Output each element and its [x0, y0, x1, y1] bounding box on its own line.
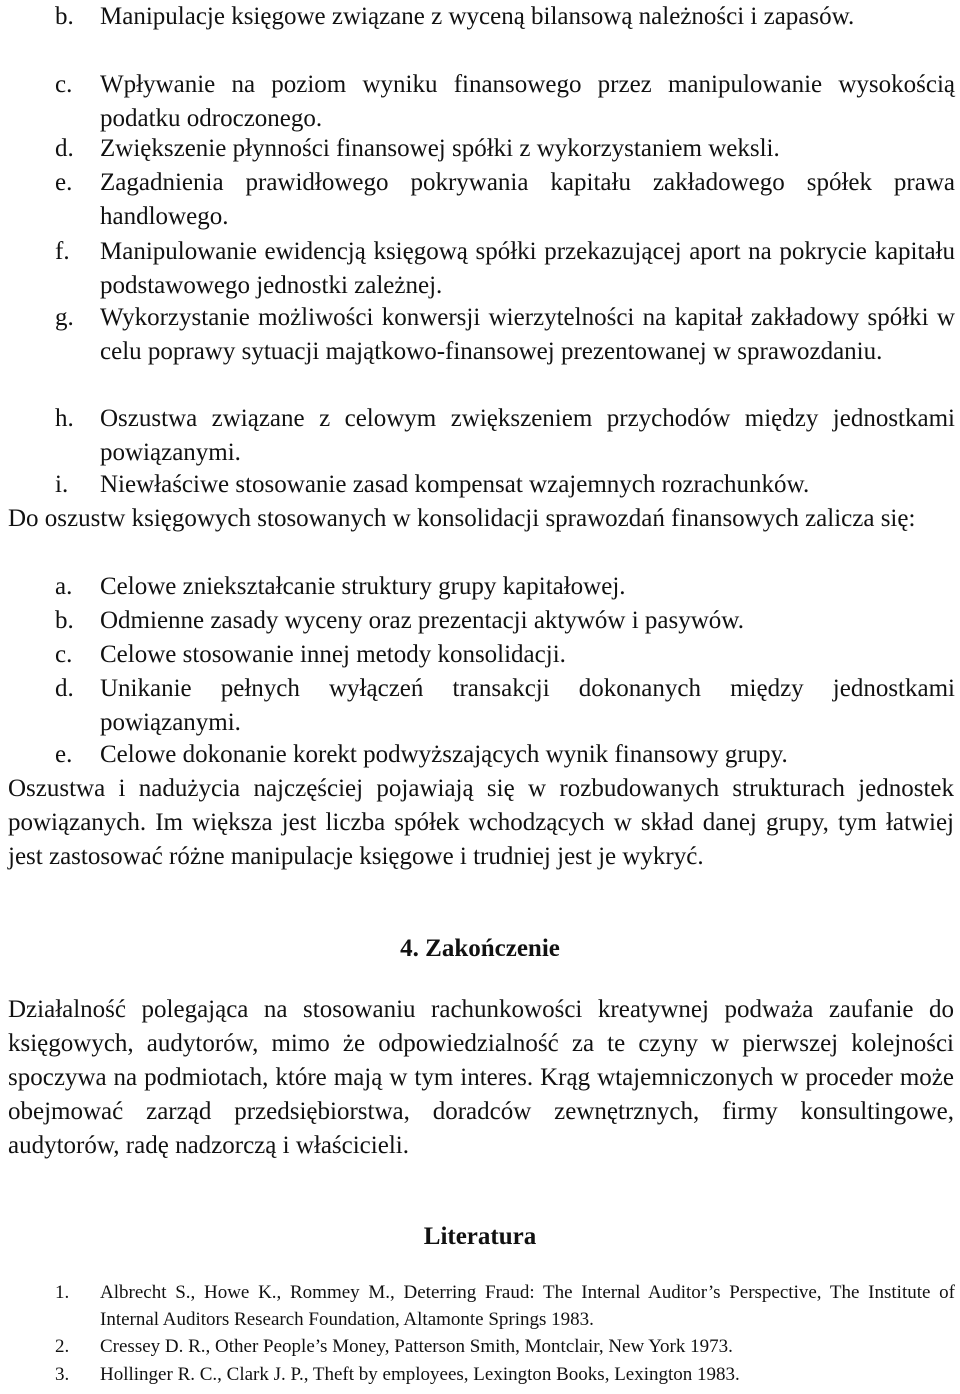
- list-marker: a.: [55, 573, 73, 600]
- list-item-text: Celowe dokonanie korekt podwyższających wynik finansowy grupy.: [100, 741, 788, 768]
- list-marker: i.: [55, 471, 69, 498]
- list-item: [55, 402, 955, 470]
- list-item: [55, 604, 955, 638]
- list-item: [55, 132, 955, 166]
- list-item-text: Wykorzystanie możliwości konwersji wierzytelności na kapitał zakładowy spółki w celu poprawy sytuacji majątkowo-finansowej prezentowanej w sprawozdaniu.: [100, 304, 955, 365]
- list-item-text: Unikanie pełnych wyłączeń transakcji dokonanych między jednostkami powiązanymi.: [100, 675, 955, 736]
- literature-heading: Literatura: [423, 1223, 537, 1250]
- list-marker: f.: [55, 238, 70, 265]
- reference-number: 2.: [55, 1336, 70, 1357]
- list-marker: c.: [55, 641, 73, 668]
- list-marker: g.: [55, 304, 74, 331]
- reference-text: Cressey D. R., Other People’s Money, Patterson Smith, Montclair, New York 1973.: [100, 1336, 733, 1357]
- reference-text: Hollinger R. C., Clark J. P., Theft by employees, Lexington Books, Lexington 1983.: [100, 1364, 740, 1385]
- paragraph-intro-consolidation: Do oszustw księgowych stosowanych w konsolidacji sprawozdań finansowych zalicza się:: [8, 505, 916, 532]
- reference-item: [55, 1361, 955, 1388]
- list-marker: e.: [55, 741, 73, 768]
- list-item-text: Celowe zniekształcanie struktury grupy kapitałowej.: [100, 573, 626, 600]
- list-item: [55, 166, 955, 234]
- list-item: [55, 301, 955, 369]
- list-item-text: Celowe stosowanie innej metody konsolidacji.: [100, 641, 566, 668]
- list-item-text: Manipulowanie ewidencją księgową spółki przekazującej aport na pokrycie kapitału podstawowego jednostki zależnej.: [100, 238, 955, 299]
- reference-text: Albrecht S., Howe K., Rommey M., Deterring Fraud: The Internal Auditor’s Perspective, The Institute of Internal Auditors Research Foundation, Altamonte Springs 1983.: [100, 1282, 955, 1330]
- list-item: [55, 638, 955, 672]
- list-item-text: Zagadnienia prawidłowego pokrywania kapitału zakładowego spółek prawa handlowego.: [100, 169, 955, 230]
- list-marker: c.: [55, 71, 73, 98]
- list-item-text: Manipulacje księgowe związane z wyceną bilansową należności i zapasów.: [100, 3, 855, 30]
- list-item: [55, 672, 955, 740]
- list-item: [55, 0, 955, 34]
- list-marker: d.: [55, 675, 74, 702]
- list-item-text: Wpływanie na poziom wyniku finansowego przez manipulowanie wysokością podatku odroczonego.: [100, 71, 955, 132]
- list-marker: b.: [55, 3, 74, 30]
- list-item: [55, 468, 955, 502]
- list-item-text: Niewłaściwe stosowanie zasad kompensat wzajemnych rozrachunków.: [100, 471, 810, 498]
- section-heading: 4. Zakończenie: [400, 935, 560, 962]
- reference-number: 1.: [55, 1282, 70, 1303]
- reference-number: 3.: [55, 1364, 70, 1385]
- reference-item: [55, 1279, 955, 1333]
- list-marker: h.: [55, 405, 74, 432]
- list-item: [55, 235, 955, 303]
- reference-item: [55, 1333, 955, 1360]
- list-item: [55, 738, 955, 772]
- list-item: [55, 570, 955, 604]
- list-marker: d.: [55, 135, 74, 162]
- list-item-text: Zwiększenie płynności finansowej spółki z wykorzystaniem weksli.: [100, 135, 780, 162]
- paragraph-conclusion: Działalność polegająca na stosowaniu rachunkowości kreatywnej podważa zaufanie do księgowych, audytorów, mimo że odpowiedzialność za te czyny w pierwszej kolejności spoczywa na podmiotach, które mają w tym interes. Krąg wtajemniczonych w proceder może obejmować zarząd przedsiębiorstwa, doradców zewnętrznych, firmy konsultingowe, audytorów, radę nadzorczą i właścicieli.: [8, 996, 954, 1159]
- list-marker: e.: [55, 169, 73, 196]
- list-marker: b.: [55, 607, 74, 634]
- list-item: [55, 68, 955, 136]
- list-item-text: Oszustwa związane z celowym zwiększeniem przychodów między jednostkami powiązanymi.: [100, 405, 955, 466]
- paragraph-groups: Oszustwa i nadużycia najczęściej pojawiają się w rozbudowanych strukturach jednostek powiązanych. Im większa jest liczba spółek wchodzących w skład danej grupy, tym łatwiej jest zastosować różne manipulacje księgowe i trudniej jest je wykryć.: [8, 775, 954, 870]
- list-item-text: Odmienne zasady wyceny oraz prezentacji aktywów i pasywów.: [100, 607, 744, 634]
